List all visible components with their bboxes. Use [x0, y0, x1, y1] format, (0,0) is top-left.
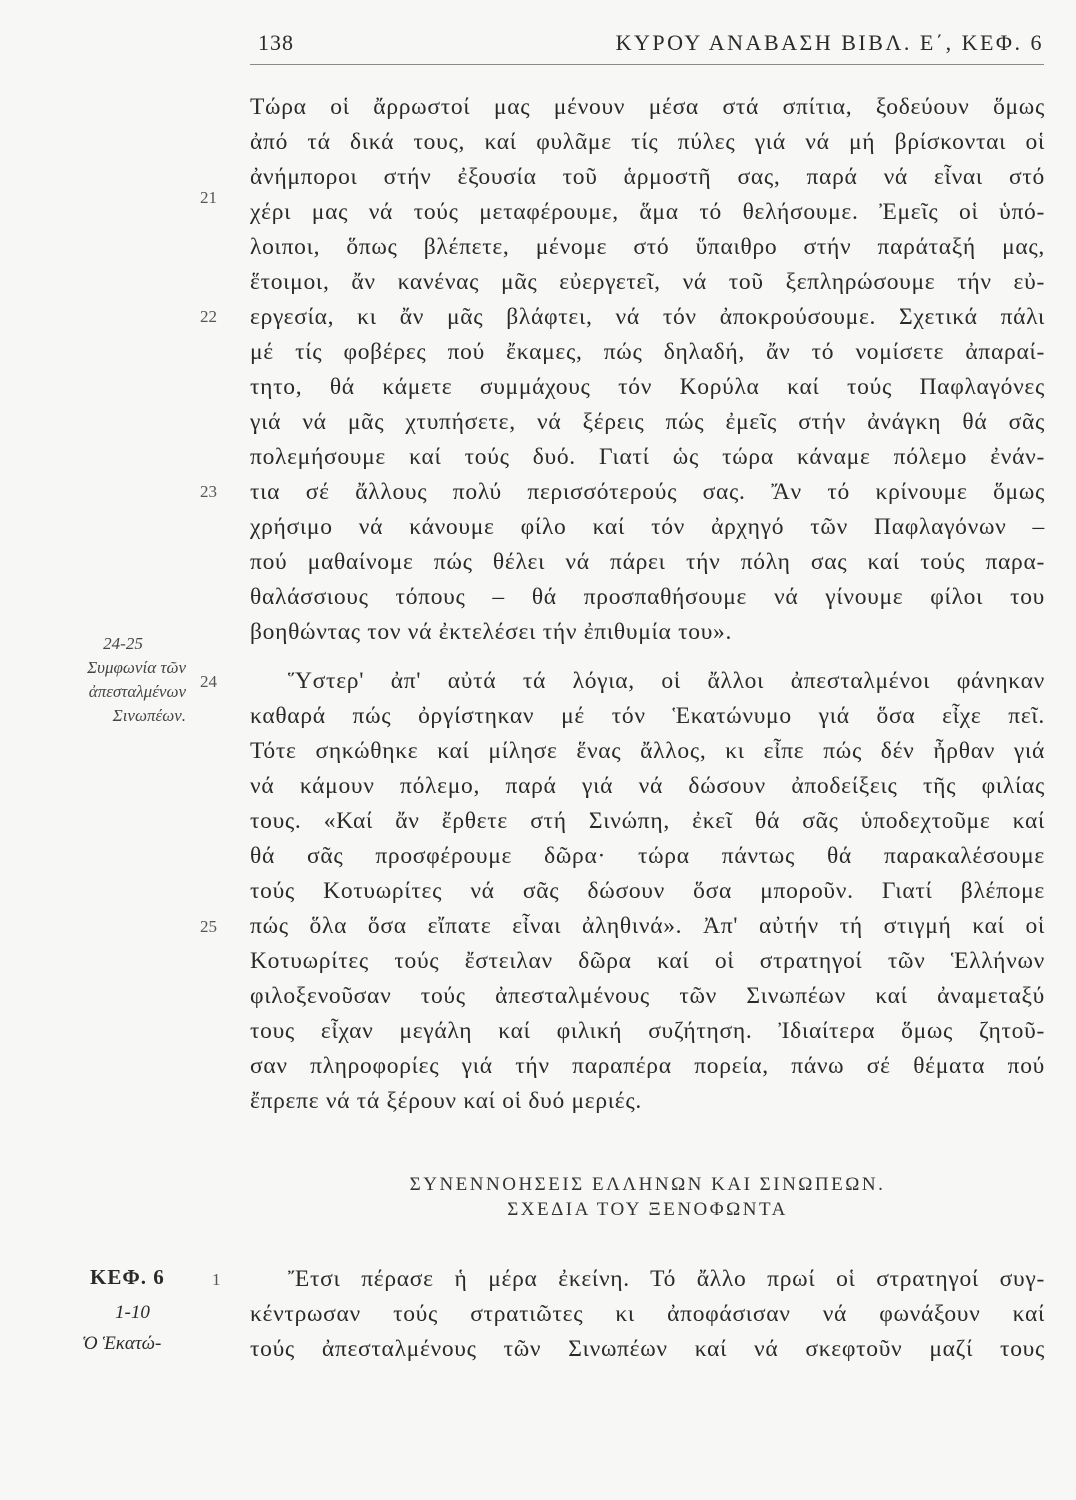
chapter-side-note: Ὁ Ἑκατώ-	[82, 1333, 162, 1354]
text-line: Ἔτσι πέρασε ἡ μέρα ἐκείνη. Τό ἄλλο πρωί οἱ στρατηγοί συγ-	[288, 1266, 1045, 1292]
text-line: τούς ἀπεσταλμένους τῶν Σινωπέων καί νά σκεφτοῦν μαζί τους	[250, 1336, 1045, 1362]
text-line: ἔπρεπε νά τά ξέρουν καί οἱ δυό μεριές.	[250, 1088, 642, 1114]
chapter-label: ΚΕΦ. 6	[90, 1265, 165, 1289]
text-line: τους. «Καί ἄν ἔρθετε στή Σινώπη, ἐκεῖ θά σᾶς ὑποδεχτοῦμε καί	[250, 808, 1045, 834]
text-line: χρήσιμο νά κάνουμε φίλο καί τόν ἀρχηγό τῶν Παφλαγόνων –	[250, 514, 1045, 540]
section-heading-line: ΣΧΕΔΙΑ ΤΟΥ ΞΕΝΟΦΩΝΤΑ	[507, 1199, 788, 1220]
paragraph-2	[250, 664, 1045, 1119]
text-line: πώς ὅλα ὅσα εἴπατε εἶναι ἀληθινά». Ἀπ' αὐτήν τή στιγμή καί οἱ	[250, 913, 1045, 939]
verse-number-23: 23	[200, 482, 217, 501]
text-line: θαλάσσιους τόπους – θά προσπαθήσουμε νά γίνουμε φίλοι του	[250, 584, 1045, 610]
verse-number-24: 24	[200, 672, 217, 691]
text-line: ἕτοιμοι, ἄν κανένας μᾶς εὐεργετεῖ, νά τοῦ ξεπληρώσουμε τήν εὐ-	[250, 269, 1045, 295]
text-line: φιλοξενοῦσαν τούς ἀπεσταλμένους τῶν Σινωπέων καί ἀναμεταξύ	[250, 983, 1045, 1009]
text-line: βοηθώντας τον νά ἐκτελέσει τήν ἐπιθυμία του».	[250, 619, 733, 645]
text-line: Τότε σηκώθηκε καί μίλησε ἕνας ἄλλος, κι εἶπε πώς δέν ἦρθαν γιά	[250, 738, 1045, 764]
side-note-range: 24-25	[103, 634, 143, 653]
verse-number-21: 21	[200, 188, 217, 207]
chapter-range: 1-10	[115, 1302, 150, 1323]
text-line: μέ τίς φοβέρες πού ἔκαμες, πώς δηλαδή, ἄν τό νομίσετε ἀπαραί-	[250, 339, 1045, 365]
verse-number-22: 22	[200, 307, 217, 326]
text-line: κέντρωσαν τούς στρατιῶτες κι ἀποφάσισαν νά φωνάξουν καί	[250, 1301, 1045, 1327]
section-heading	[250, 1172, 1045, 1222]
text-line: εργεσία, κι ἄν μᾶς βλάφτει, νά τόν ἀποκρούσουμε. Σχετικά πάλι	[250, 304, 1045, 330]
text-line: πού μαθαίνομε πώς θέλει νά πάρει τήν πόλη σας καί τούς παρα-	[250, 549, 1045, 575]
text-line: λοιποι, ὅπως βλέπετε, μένομε στό ὕπαιθρο στήν παράταξή μας,	[250, 234, 1045, 260]
side-note-line: ἀπεσταλμένων	[88, 682, 186, 701]
text-line: νά κάμουν πόλεμο, παρά γιά νά δώσουν ἀποδείξεις τῆς φιλίας	[250, 773, 1045, 799]
text-line: θά σᾶς προσφέρουμε δῶρα· τώρα πάντως θά παρακαλέσουμε	[250, 843, 1045, 869]
text-line: Ὕστερ' ἀπ' αὐτά τά λόγια, οἱ ἄλλοι ἀπεσταλμένοι φάνηκαν	[288, 668, 1045, 694]
page-header	[0, 30, 1076, 70]
text-line: τητο, θά κάμετε συμμάχους τόν Κορύλα καί τούς Παφλαγόνες	[250, 374, 1045, 400]
paragraph-1	[250, 90, 1045, 650]
verse-number-25: 25	[200, 917, 217, 936]
text-line: τους εἶχαν μεγάλη καί φιλική συζήτηση. Ἰδιαίτερα ὅμως ζητοῦ-	[250, 1018, 1045, 1044]
text-line: γιά νά μᾶς χτυπήσετε, νά ξέρεις πώς ἐμεῖς στήν ἀνάγκη θά σᾶς	[250, 409, 1045, 435]
running-head: ΚΥΡΟΥ ΑΝΑΒΑΣΗ ΒΙΒΛ. Ε΄, ΚΕΦ. 6	[615, 30, 1044, 55]
side-note	[60, 632, 186, 728]
text-line: Τώρα οἱ ἄρρωστοί μας μένουν μέσα στά σπίτια, ξοδεύουν ὅμως	[250, 94, 1045, 120]
text-line: πολεμήσουμε καί τούς δυό. Γιατί ὡς τώρα κάναμε πόλεμο ἐνάν-	[250, 444, 1045, 470]
text-line: ἀνήμποροι στήν ἐξουσία τοῦ ἁρμοστῆ σας, παρά νά εἶναι στό	[250, 164, 1045, 190]
text-line: ἀπό τά δικά τους, καί φυλᾶμε τίς πύλες γιά νά μή βρίσκονται οἱ	[250, 129, 1045, 155]
paragraph-3	[250, 1262, 1045, 1367]
side-note-line: Σινωπέων.	[112, 706, 186, 725]
section-heading-line: ΣΥΝΕΝΝΟΗΣΕΙΣ ΕΛΛΗΝΩΝ ΚΑΙ ΣΙΝΩΠΕΩΝ.	[409, 1174, 886, 1195]
verse-number-1: 1	[212, 1270, 221, 1289]
page-number: 138	[258, 30, 294, 55]
text-line: Κοτυωρίτες τούς ἔστειλαν δῶρα καί οἱ στρατηγοί τῶν Ἑλλήνων	[250, 948, 1045, 974]
text-line: χέρι μας νά τούς μεταφέρουμε, ἅμα τό θελήσουμε. Ἐμεῖς οἱ ὑπό-	[250, 199, 1045, 225]
text-line: τια σέ ἄλλους πολύ περισσότερούς σας. Ἄν τό κρίνουμε ὅμως	[250, 479, 1045, 505]
text-line: καθαρά πώς ὀργίστηκαν μέ τόν Ἑκατώνυμο γιά ὅσα εἶχε πεῖ.	[250, 703, 1045, 729]
header-rule	[250, 64, 1044, 65]
text-line: σαν πληροφορίες γιά τήν παραπέρα πορεία, πάνω σέ θέματα πού	[250, 1053, 1045, 1079]
side-note-line: Συμφωνία τῶν	[87, 658, 186, 677]
text-line: τούς Κοτυωρίτες νά σᾶς δώσουν ὅσα μποροῦν. Γιατί βλέπομε	[250, 878, 1045, 904]
